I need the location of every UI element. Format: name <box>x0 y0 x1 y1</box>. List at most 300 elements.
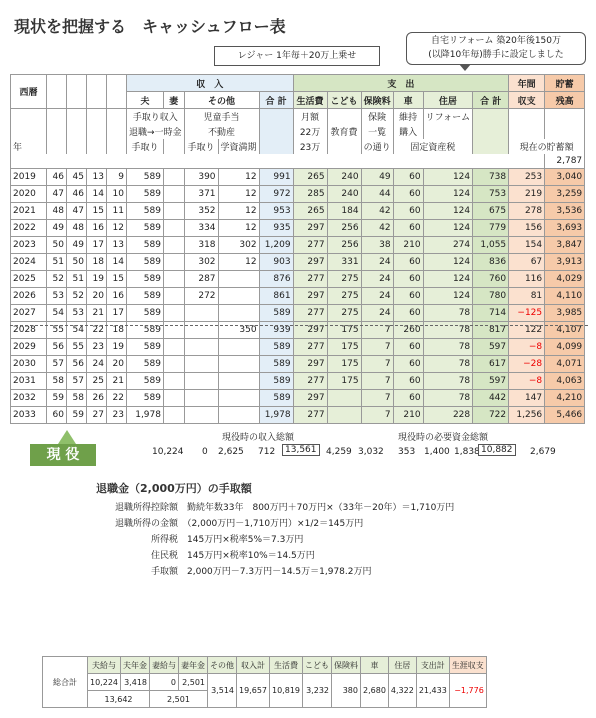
label-r3-b: 手取り <box>184 139 218 154</box>
table-cell: 722 <box>473 407 509 424</box>
header-living: 生活費 <box>293 92 327 109</box>
label-r3-c: 学資満期 <box>218 139 259 154</box>
table-cell: 297 <box>293 390 327 407</box>
table-cell: 47 <box>47 186 67 203</box>
table-cell: 278 <box>509 203 545 220</box>
table-cell <box>218 373 259 390</box>
table-row <box>11 220 585 237</box>
label-r1-a: 手取り収入 <box>127 109 185 124</box>
leisure-callout: レジャー 1年毎＋20万上乗せ <box>214 46 380 66</box>
table-cell: 11 <box>107 203 127 220</box>
income-total-label: 現役時の収入総額 <box>222 433 295 443</box>
table-cell: 265 <box>293 203 327 220</box>
table-cell: 45 <box>67 169 87 186</box>
table-cell: 48 <box>67 220 87 237</box>
table-cell: 124 <box>423 220 473 237</box>
table-cell: 1,209 <box>259 237 293 254</box>
table-cell: 116 <box>509 271 545 288</box>
t2-7: 380 <box>332 674 361 708</box>
table-cell: 7 <box>361 390 393 407</box>
table-cell: 59 <box>47 390 67 407</box>
retire-label-1: 退職所得の金額 <box>114 519 178 529</box>
table-cell: 56 <box>67 356 87 373</box>
t1-2: 0 <box>150 674 179 691</box>
table-cell <box>163 203 184 220</box>
table-cell: 5,466 <box>545 407 585 424</box>
table-cell: 253 <box>509 169 545 186</box>
table-cell: 287 <box>184 271 218 288</box>
table-cell: 14 <box>107 254 127 271</box>
table-cell: 78 <box>423 356 473 373</box>
summary-balance: 2,679 <box>530 447 556 457</box>
table-cell: 18 <box>87 254 107 271</box>
table-cell: 589 <box>259 305 293 322</box>
table-cell: 60 <box>393 271 423 288</box>
table-cell: 22 <box>87 322 107 339</box>
table-row <box>11 186 585 203</box>
table-cell: 13 <box>107 237 127 254</box>
table-cell: 60 <box>47 407 67 424</box>
table-cell: 297 <box>293 322 327 339</box>
table-row <box>11 390 585 407</box>
summary-children: 3,032 <box>358 447 384 457</box>
table-cell: 52 <box>67 288 87 305</box>
table-cell: 589 <box>127 220 164 237</box>
table-cell: 2026 <box>11 288 47 305</box>
summary-child-allowance: 712 <box>258 447 276 457</box>
table-cell: 60 <box>393 169 423 186</box>
summary-living: 4,259 <box>326 447 352 457</box>
table-cell: 55 <box>67 339 87 356</box>
table-cell: 302 <box>218 237 259 254</box>
table-cell: 21 <box>107 373 127 390</box>
table-cell <box>163 186 184 203</box>
table-cell: 47 <box>67 203 87 220</box>
table-cell: 24 <box>361 288 393 305</box>
retire-label-2: 所得税 <box>150 535 178 545</box>
table-cell: 597 <box>473 373 509 390</box>
table-cell: 78 <box>423 305 473 322</box>
table-cell: 240 <box>327 169 361 186</box>
table-cell: 589 <box>259 339 293 356</box>
table-cell <box>184 390 218 407</box>
table-cell: 54 <box>67 322 87 339</box>
table-cell: 753 <box>473 186 509 203</box>
summary-housing: 1,838 <box>454 447 480 457</box>
table-cell <box>218 356 259 373</box>
header-insurance: 保険料 <box>361 92 393 109</box>
table-cell: 14 <box>87 186 107 203</box>
th-12: 生涯収支 <box>449 657 486 674</box>
table-cell: 38 <box>361 237 393 254</box>
table-cell: 122 <box>509 322 545 339</box>
retirement-title: 退職金（2,000万円）の手取額 <box>96 482 252 495</box>
label-r2-e: 一覧 <box>361 124 393 139</box>
table-cell <box>163 407 184 424</box>
table-cell: 60 <box>393 356 423 373</box>
table-cell: 53 <box>47 288 67 305</box>
table-cell: 59 <box>67 407 87 424</box>
table-cell: 81 <box>509 288 545 305</box>
table-cell: 2025 <box>11 271 47 288</box>
table-cell: 58 <box>47 373 67 390</box>
th-0: 夫給与 <box>88 657 121 674</box>
table-cell: 597 <box>473 339 509 356</box>
table-cell: −8 <box>509 339 545 356</box>
table-cell: 318 <box>184 237 218 254</box>
cashflow-table <box>10 74 585 424</box>
table-cell: 876 <box>259 271 293 288</box>
table-cell: 42 <box>361 220 393 237</box>
active-period-badge: 現 役 <box>30 444 96 466</box>
table-cell: 371 <box>184 186 218 203</box>
table-cell: 274 <box>423 237 473 254</box>
table-cell: 302 <box>184 254 218 271</box>
table-row <box>11 271 585 288</box>
table-cell: 836 <box>473 254 509 271</box>
t1-3: 2,501 <box>179 674 208 691</box>
table-cell: 275 <box>327 271 361 288</box>
table-cell: 27 <box>87 407 107 424</box>
table-cell: 589 <box>127 373 164 390</box>
header-income-total: 合 計 <box>259 92 293 109</box>
table-cell: 219 <box>509 186 545 203</box>
summary-husband: 10,224 <box>152 447 184 457</box>
table-cell: 817 <box>473 322 509 339</box>
table-cell: 78 <box>423 322 473 339</box>
table-cell: 2019 <box>11 169 47 186</box>
table-cell: 2031 <box>11 373 47 390</box>
table-cell: 2023 <box>11 237 47 254</box>
table-cell: 210 <box>393 407 423 424</box>
table-cell: 60 <box>393 339 423 356</box>
table-cell <box>163 373 184 390</box>
table-cell: 589 <box>127 305 164 322</box>
arrow-up-icon <box>58 430 76 444</box>
table-cell <box>163 390 184 407</box>
table-cell: 779 <box>473 220 509 237</box>
table-cell: 10 <box>107 186 127 203</box>
table-cell: 240 <box>327 186 361 203</box>
th-3: 妻年金 <box>179 657 208 674</box>
label-r2-b: 不動産 <box>184 124 259 139</box>
table-cell: 675 <box>473 203 509 220</box>
table-cell: 228 <box>423 407 473 424</box>
header-income: 収 入 <box>127 75 294 92</box>
label-r1-e: 維持 <box>393 109 423 124</box>
table-cell: 124 <box>423 186 473 203</box>
table-cell: 17 <box>107 305 127 322</box>
table-cell <box>163 271 184 288</box>
table-cell: 12 <box>218 203 259 220</box>
reform-callout <box>406 32 586 65</box>
table-cell: −125 <box>509 305 545 322</box>
table-cell: 297 <box>293 288 327 305</box>
table-row <box>11 254 585 271</box>
table-cell: 51 <box>47 254 67 271</box>
label-r1-b: 児童手当 <box>184 109 259 124</box>
table-cell: 60 <box>393 305 423 322</box>
table-cell <box>163 237 184 254</box>
label-r1-f: リフォーム <box>423 109 473 124</box>
retire-text-1: （2,000万円－1,710万円）×1/2＝145万円 <box>187 519 364 529</box>
table-cell: 4,071 <box>545 356 585 373</box>
table-cell: 175 <box>327 373 361 390</box>
table-cell: 2022 <box>11 220 47 237</box>
table-cell: 60 <box>393 186 423 203</box>
t1-0: 10,224 <box>88 674 121 691</box>
table-cell: 12 <box>218 254 259 271</box>
table-cell: 256 <box>327 220 361 237</box>
table-cell: 60 <box>393 373 423 390</box>
header-remaining: 残高 <box>545 92 585 109</box>
table-cell <box>163 220 184 237</box>
table-cell: 334 <box>184 220 218 237</box>
t2-4: 19,657 <box>237 674 270 708</box>
table-cell: 60 <box>393 220 423 237</box>
table-cell: 184 <box>327 203 361 220</box>
t2-10: 21,433 <box>416 674 449 708</box>
table-cell: 1,055 <box>473 237 509 254</box>
label-r2-a: 退職→一時金 <box>127 124 185 139</box>
header-balance: 収支 <box>509 92 545 109</box>
table-cell: 265 <box>293 169 327 186</box>
header-year: 西暦 <box>11 75 47 109</box>
table-cell: 20 <box>107 356 127 373</box>
table-cell: 3,847 <box>545 237 585 254</box>
table-cell: 3,985 <box>545 305 585 322</box>
summary-other: 2,625 <box>218 447 244 457</box>
table-cell: 277 <box>293 339 327 356</box>
t2-2: 2,501 <box>150 691 208 708</box>
th-1: 夫年金 <box>121 657 150 674</box>
table-cell: 60 <box>393 203 423 220</box>
table-cell <box>163 356 184 373</box>
table-cell: 275 <box>327 288 361 305</box>
table-cell: 277 <box>293 271 327 288</box>
t2-3: 3,514 <box>208 674 237 708</box>
expense-total-label: 現役時の必要資金総額 <box>398 433 489 443</box>
table-cell <box>218 271 259 288</box>
table-cell: 124 <box>423 203 473 220</box>
th-8: 保険料 <box>332 657 361 674</box>
t2-5: 10,819 <box>270 674 303 708</box>
table-cell: 49 <box>361 169 393 186</box>
table-cell: 23 <box>87 339 107 356</box>
table-cell: 2033 <box>11 407 47 424</box>
t2-6: 3,232 <box>303 674 332 708</box>
table-row <box>11 203 585 220</box>
reform-callout-line1: 自宅リフォーム 築20年後150万 <box>430 36 562 46</box>
table-cell <box>184 356 218 373</box>
table-cell: 2030 <box>11 356 47 373</box>
table-cell: 277 <box>293 407 327 424</box>
table-cell: 4,063 <box>545 373 585 390</box>
table-cell: 18 <box>107 322 127 339</box>
table-cell <box>163 254 184 271</box>
table-cell: 24 <box>361 254 393 271</box>
t2-9: 4,322 <box>388 674 416 708</box>
table-cell: 939 <box>259 322 293 339</box>
table-cell <box>327 407 361 424</box>
table-cell: 589 <box>127 186 164 203</box>
table-cell: 256 <box>327 237 361 254</box>
table-cell: 589 <box>127 288 164 305</box>
table-cell: 16 <box>87 220 107 237</box>
th-10: 住居 <box>388 657 416 674</box>
summary-income-total: 13,561 <box>282 444 320 456</box>
grand-total-table <box>42 656 487 708</box>
table-cell: 7 <box>361 373 393 390</box>
table-cell: 4,099 <box>545 339 585 356</box>
table-cell: 297 <box>293 356 327 373</box>
retire-label-3: 住民税 <box>150 551 178 561</box>
table-cell: 589 <box>259 356 293 373</box>
table-cell: 78 <box>423 373 473 390</box>
retirement-calc <box>96 500 454 580</box>
table-cell: 22 <box>107 390 127 407</box>
table-cell: 78 <box>423 339 473 356</box>
table-cell: 46 <box>47 169 67 186</box>
table-cell: 277 <box>293 305 327 322</box>
table-row <box>11 407 585 424</box>
grand-total-label: 総合計 <box>43 657 88 708</box>
header-expense-total: 合 計 <box>473 92 509 109</box>
table-cell: 24 <box>361 271 393 288</box>
header-husband: 夫 <box>127 92 164 109</box>
table-cell: 124 <box>423 271 473 288</box>
summary-expense-total: 10,882 <box>478 444 516 456</box>
table-cell: 714 <box>473 305 509 322</box>
header-other: その他 <box>184 92 259 109</box>
table-cell: 124 <box>423 169 473 186</box>
table-cell: 60 <box>393 254 423 271</box>
th-7: こども <box>303 657 332 674</box>
table-cell <box>218 288 259 305</box>
table-cell <box>218 305 259 322</box>
header-children: こども <box>327 92 361 109</box>
table-cell: 3,259 <box>545 186 585 203</box>
table-cell <box>218 339 259 356</box>
table-cell: 67 <box>509 254 545 271</box>
table-cell: 24 <box>87 356 107 373</box>
th-2: 妻給与 <box>150 657 179 674</box>
summary-wife: 0 <box>202 447 208 457</box>
retire-label-0: 退職所得控除額 <box>114 503 178 513</box>
th-6: 生活費 <box>270 657 303 674</box>
label-r2-f: 購入 <box>393 124 423 139</box>
table-cell: 2028 <box>11 322 47 339</box>
table-cell: 124 <box>423 288 473 305</box>
label-r3-d: 23万 <box>293 139 327 154</box>
table-row <box>11 288 585 305</box>
reform-callout-line2: (以降10年毎)勝手に設定しました <box>428 50 564 60</box>
table-cell: 589 <box>127 271 164 288</box>
th-5: 収入計 <box>237 657 270 674</box>
table-cell: 935 <box>259 220 293 237</box>
retire-label-4: 手取額 <box>150 567 178 577</box>
label-r3-e: の通り <box>361 139 393 154</box>
table-cell: 26 <box>87 390 107 407</box>
table-cell: 4,029 <box>545 271 585 288</box>
table-cell: 1,256 <box>509 407 545 424</box>
table-row <box>11 356 585 373</box>
table-cell: 175 <box>327 339 361 356</box>
header-car: 車 <box>393 92 423 109</box>
table-cell: 972 <box>259 186 293 203</box>
table-cell: 589 <box>259 373 293 390</box>
table-cell <box>163 305 184 322</box>
table-cell: 3,693 <box>545 220 585 237</box>
table-cell: 13 <box>87 169 107 186</box>
table-row <box>11 339 585 356</box>
table-cell: 589 <box>127 390 164 407</box>
table-cell <box>163 169 184 186</box>
table-cell: 7 <box>361 322 393 339</box>
table-cell: 23 <box>107 407 127 424</box>
table-cell: 49 <box>67 237 87 254</box>
table-cell: −8 <box>509 373 545 390</box>
summary-insurance: 353 <box>398 447 416 457</box>
retire-text-3: 145万円×税率10%＝14.5万円 <box>187 551 315 561</box>
table-row <box>11 373 585 390</box>
table-cell: 3,913 <box>545 254 585 271</box>
table-cell: 25 <box>87 373 107 390</box>
retire-text-2: 145万円×税率5%＝7.3万円 <box>187 535 304 545</box>
table-cell: 4,107 <box>545 322 585 339</box>
table-cell: 3,536 <box>545 203 585 220</box>
table-cell: 20 <box>87 288 107 305</box>
table-cell: 124 <box>423 254 473 271</box>
table-cell: 331 <box>327 254 361 271</box>
table-cell: 16 <box>107 288 127 305</box>
table-cell: 390 <box>184 169 218 186</box>
table-cell: 352 <box>184 203 218 220</box>
retire-text-4: 2,000万円－7.3万円－14.5万＝1,978.2万円 <box>187 567 372 577</box>
table-cell: 350 <box>218 322 259 339</box>
table-row <box>11 305 585 322</box>
header-wife: 妻 <box>163 92 184 109</box>
table-cell: 60 <box>393 390 423 407</box>
table-cell: 12 <box>218 186 259 203</box>
table-cell: 589 <box>127 322 164 339</box>
table-cell: 780 <box>473 288 509 305</box>
table-cell: 861 <box>259 288 293 305</box>
table-cell: 60 <box>393 288 423 305</box>
th-9: 車 <box>361 657 389 674</box>
table-cell: 7 <box>361 339 393 356</box>
table-row <box>11 169 585 186</box>
table-cell: 12 <box>218 169 259 186</box>
table-row <box>11 237 585 254</box>
table-cell: 50 <box>47 237 67 254</box>
label-r2-d: 教育費 <box>327 124 361 139</box>
table-cell: 297 <box>293 220 327 237</box>
table-cell: 297 <box>293 254 327 271</box>
table-cell: 24 <box>361 305 393 322</box>
table-cell <box>163 339 184 356</box>
table-cell: 589 <box>259 390 293 407</box>
table-cell: 589 <box>127 203 164 220</box>
t2-11: −1,776 <box>449 674 486 708</box>
th-11: 支出計 <box>416 657 449 674</box>
table-cell: 15 <box>87 203 107 220</box>
table-cell <box>327 390 361 407</box>
header-expense: 支 出 <box>293 75 509 92</box>
table-cell: 46 <box>67 186 87 203</box>
table-cell: 15 <box>107 271 127 288</box>
table-cell: 175 <box>327 322 361 339</box>
